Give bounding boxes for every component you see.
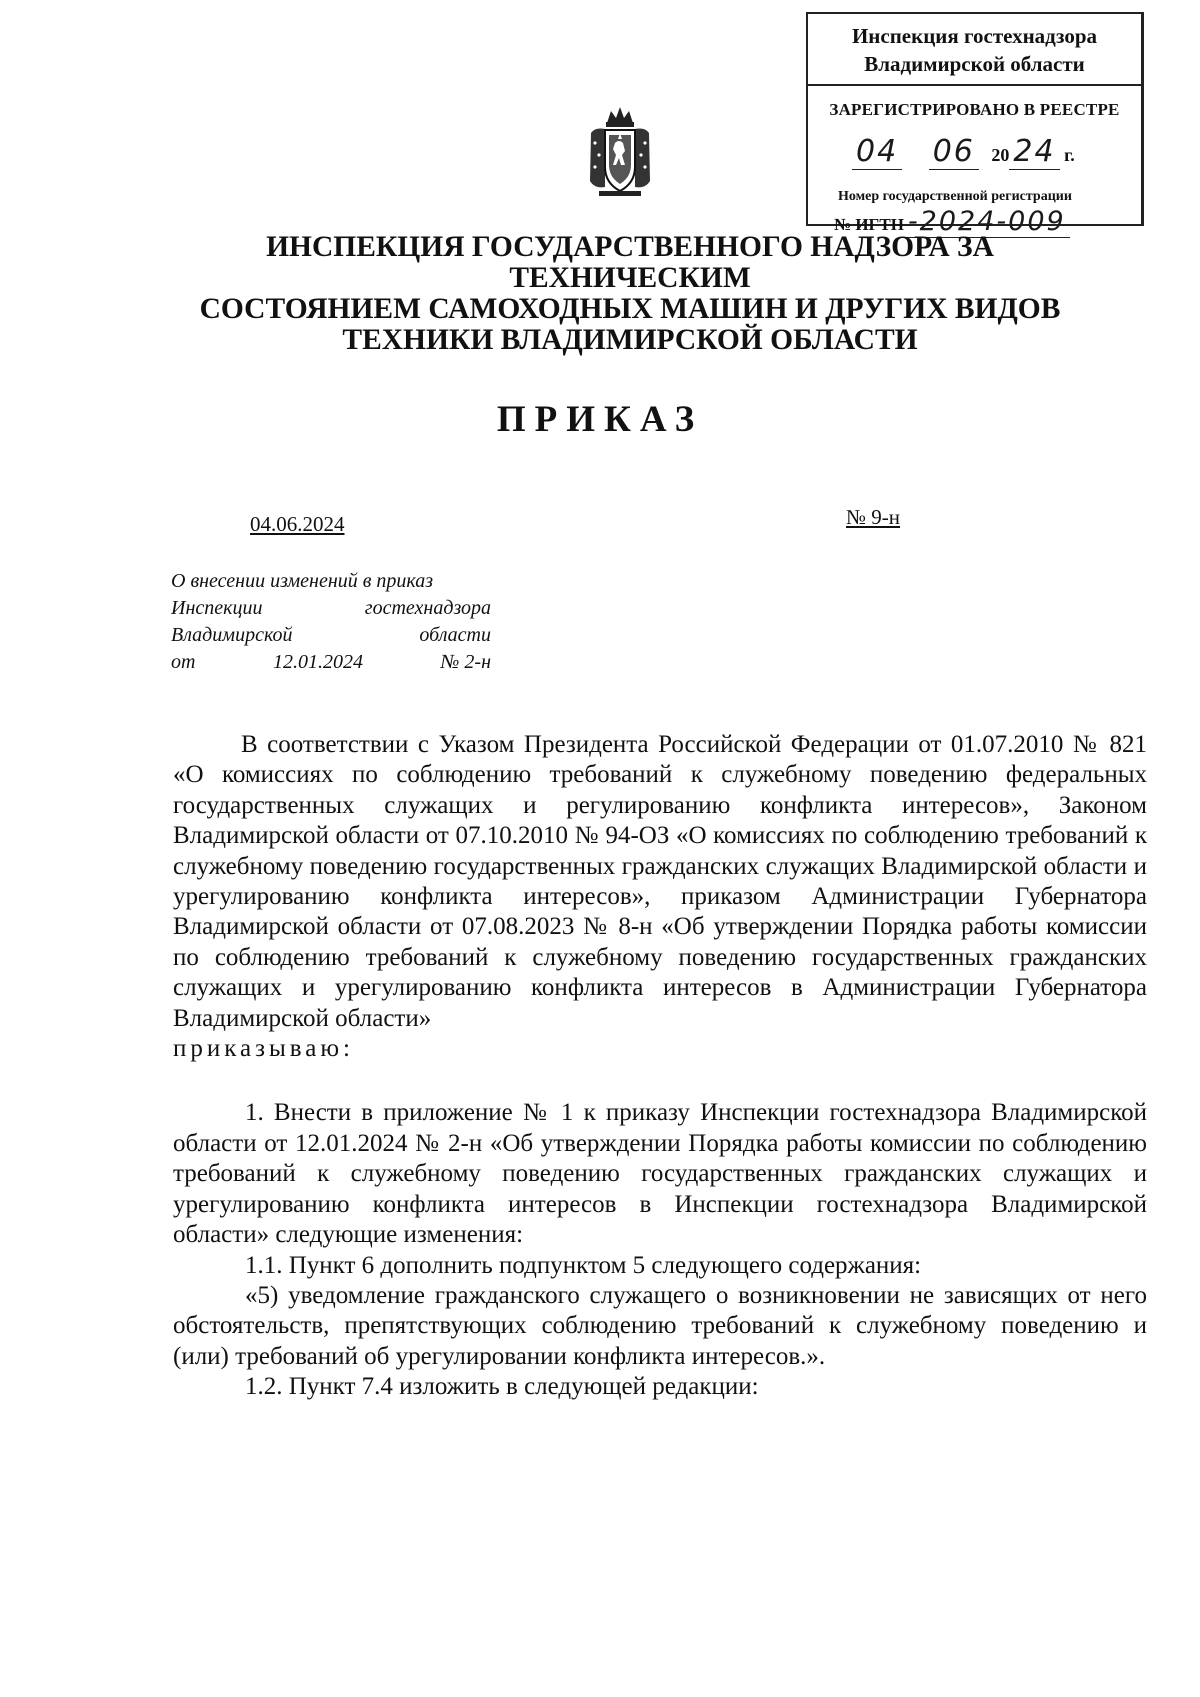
subject-line-2a: Инспекции <box>171 597 263 619</box>
item-1-1-text: «5) уведомление гражданского служащего о возникновении не зависящих от него обстоятельств, препятствующих соблюдению требований к служебному поведению и (или) требований об урегулировании конфликта интересов.». <box>173 1281 1147 1370</box>
subject-line-4b: 12.01.2024 <box>273 651 363 673</box>
organization-title <box>150 232 1110 356</box>
title-line-3: ТЕХНИКИ ВЛАДИМИРСКОЙ ОБЛАСТИ <box>342 324 918 356</box>
title-line-1: ИНСПЕКЦИЯ ГОСУДАРСТВЕННОГО НАДЗОРА ЗА ТЕХНИЧЕСКИМ <box>266 231 994 294</box>
subject-line-2b: гостехнадзора <box>364 597 491 619</box>
stamp-reg-number-value: -2024-009 <box>904 206 1070 238</box>
stamp-reg-number-prefix: № ИГТН <box>834 215 904 234</box>
stamp-org-line2: Владимирской области <box>864 52 1085 76</box>
subject-line-4c: № 2-н <box>440 651 491 673</box>
subject-line-3 <box>171 622 491 649</box>
document-body <box>173 730 1147 1403</box>
item-1-2: 1.2. Пункт 7.4 изложить в следующей редакции: <box>245 1373 759 1401</box>
item-1: 1. Внести в приложение № 1 к приказу Инспекции гостехнадзора Владимирской области от 12.01.2024 № 2-н «Об утверждении Порядка работы комиссии по соблюдению требований к служебному поведению государственных гражданских служащих и урегулированию конфликта интересов в Инспекции гостехнадзора Владимирской области» следующие изменения: <box>173 1099 1147 1249</box>
subject-line-1: О внесении изменений в приказ <box>171 570 434 592</box>
subject-line-3a: Владимирской <box>171 624 293 646</box>
stamp-registered-label: ЗАРЕГИСТРИРОВАНО В РЕЕСТРЕ <box>829 100 1120 119</box>
coat-of-arms-icon <box>585 103 655 199</box>
stamp-reg-number-label: Номер государственной регистрации <box>838 189 1072 204</box>
subject-line-4 <box>171 649 491 676</box>
preamble-paragraph: В соответствии с Указом Президента Российской Федерации от 01.07.2010 № 821 «О комиссиях по соблюдению требований к служебному поведению федеральных государственных служащих и регулированию конфликта интересов», Законом Владимирской области от 07.10.2010 № 94-ОЗ «О комиссиях по соблюдению требований к служебному поведению государственных гражданских служащих Владимирской области и урегулированию конфликта интересов», приказом Администрации Губернатора Владимирской области от 07.08.2023 № 8-н «Об утверждении Порядка работы комиссии по соблюдению требований к служебному поведению государственных гражданских служащих и урегулированию конфликта интересов в Администрации Губернатора Владимирской области» <box>173 731 1147 1032</box>
document-type-heading: ПРИКАЗ <box>496 399 704 440</box>
stamp-org-line1: Инспекция гостехнадзора <box>851 24 1098 48</box>
registration-stamp <box>806 12 1144 237</box>
stamp-year-suffix: 24 <box>1009 134 1059 170</box>
document-date: 04.06.2024 <box>250 512 345 536</box>
stamp-year-unit: г. <box>1064 145 1075 165</box>
item-1-1: 1.1. Пункт 6 дополнить подпунктом 5 следующего содержания: <box>245 1251 922 1279</box>
stamp-date <box>852 134 1075 170</box>
order-word: приказываю: <box>173 1035 354 1063</box>
document-number: № 9-н <box>846 505 901 529</box>
title-line-2: СОСТОЯНИЕМ САМОХОДНЫХ МАШИН И ДРУГИХ ВИДОВ <box>199 293 1061 325</box>
stamp-year-prefix: 20 <box>991 145 1010 165</box>
subject-line-3b: области <box>419 624 491 646</box>
document-subject <box>171 568 491 676</box>
stamp-divider <box>808 84 1141 86</box>
subject-line-4a: от <box>171 651 196 673</box>
stamp-month: 06 <box>929 134 979 170</box>
stamp-day: 04 <box>852 134 902 170</box>
stamp-organization <box>808 22 1141 78</box>
subject-line-2 <box>171 595 491 622</box>
